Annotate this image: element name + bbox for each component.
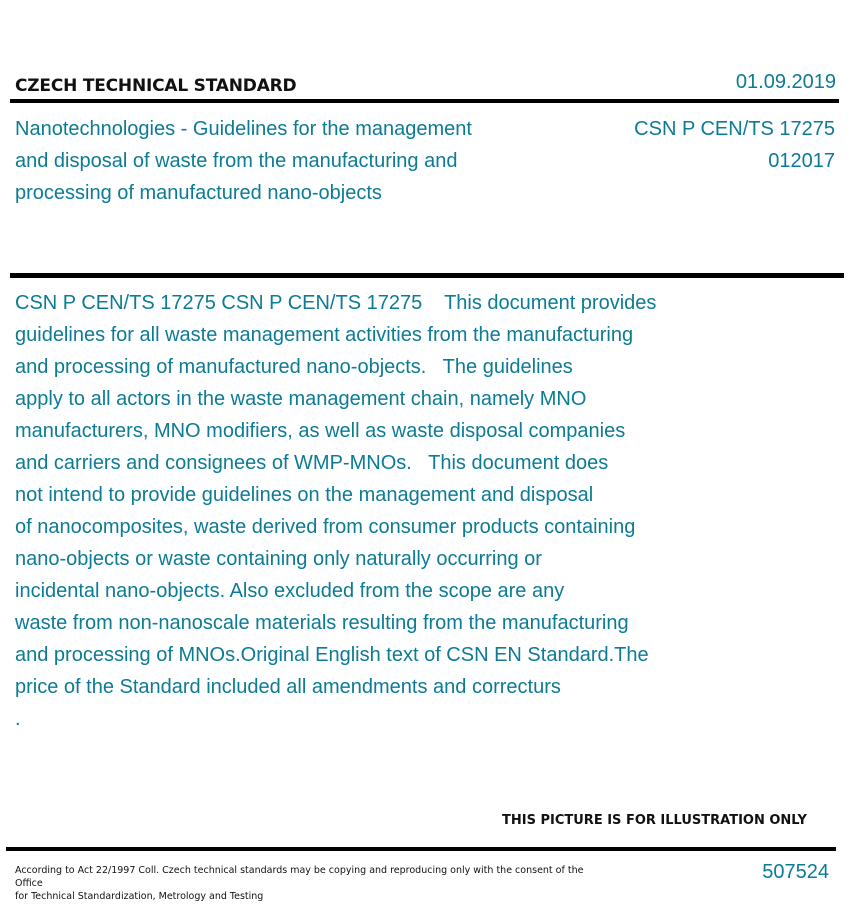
abstract-line: guidelines for all waste management activities from the manufacturing xyxy=(15,324,634,346)
standard-code-block xyxy=(634,113,835,177)
copyright-notice xyxy=(15,864,595,903)
abstract-line: and carriers and consignees of WMP-MNOs. This document does xyxy=(15,452,609,474)
publication-date: 01.09.2019 xyxy=(735,71,836,93)
abstract-line: and processing of manufactured nano-objects. The guidelines xyxy=(15,356,573,378)
title-line: and disposal of waste from the manufacturing and xyxy=(15,150,458,172)
illustration-disclaimer: THIS PICTURE IS FOR ILLUSTRATION ONLY xyxy=(502,813,807,828)
abstract-line: and processing of MNOs.Original English text of CSN EN Standard.The xyxy=(15,644,649,666)
header-divider xyxy=(10,99,839,103)
title-divider xyxy=(10,273,844,278)
abstract-line: of nanocomposites, waste derived from consumer products containing xyxy=(15,516,636,538)
title-line: Nanotechnologies - Guidelines for the management xyxy=(15,118,472,140)
abstract-line: manufacturers, MNO modifiers, as well as waste disposal companies xyxy=(15,420,626,442)
standard-abstract xyxy=(15,287,715,735)
document-id: 507524 xyxy=(762,861,829,883)
abstract-line: apply to all actors in the waste management chain, namely MNO xyxy=(15,388,587,410)
abstract-line: waste from non-nanoscale materials resulting from the manufacturing xyxy=(15,612,629,634)
standard-code-number: 012017 xyxy=(768,150,835,172)
copyright-line: for Technical Standardization, Metrology and Testing xyxy=(15,891,264,902)
abstract-line: . xyxy=(15,708,21,730)
abstract-line: price of the Standard included all amendments and correcturs xyxy=(15,676,561,698)
footer-divider xyxy=(6,847,836,851)
abstract-line: not intend to provide guidelines on the management and disposal xyxy=(15,484,594,506)
standard-code: CSN P CEN/TS 17275 xyxy=(634,118,835,140)
title-line: processing of manufactured nano-objects xyxy=(15,182,382,204)
abstract-line: incidental nano-objects. Also excluded from the scope are any xyxy=(15,580,565,602)
document-type-label: CZECH TECHNICAL STANDARD xyxy=(15,76,297,96)
abstract-line: CSN P CEN/TS 17275 CSN P CEN/TS 17275 This document provides xyxy=(15,292,657,314)
copyright-line: According to Act 22/1997 Coll. Czech technical standards may be copying and reproducing only with the consent of the Office xyxy=(15,865,584,889)
abstract-line: nano-objects or waste containing only naturally occurring or xyxy=(15,548,542,570)
standard-title xyxy=(15,113,535,209)
